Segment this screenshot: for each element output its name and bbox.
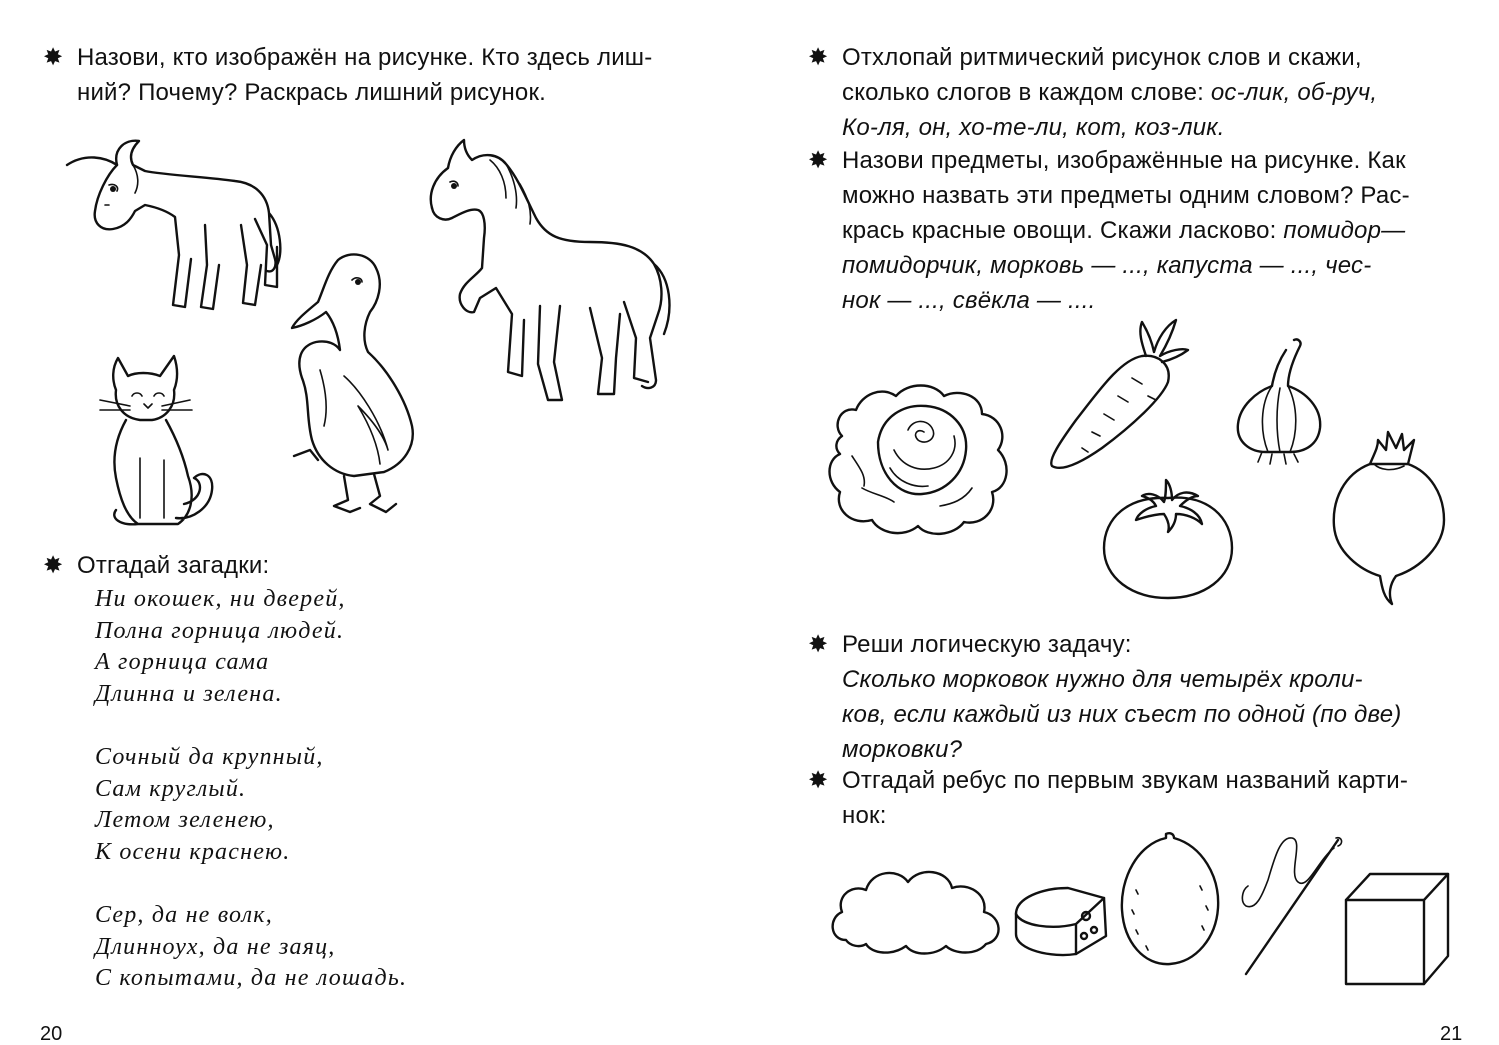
- riddle-line: Летом зеленею,: [95, 807, 275, 833]
- riddle-stanza: [95, 900, 407, 995]
- task-text: сколько слогов в каждом слове:: [842, 79, 1211, 106]
- task-logic-problem: [808, 627, 1402, 767]
- cheese-icon: [1012, 878, 1112, 963]
- riddle-line: Сам круглый.: [95, 775, 247, 802]
- bullet-star-icon: ✸: [43, 44, 64, 71]
- task-line: Реши логическую задачу:: [842, 631, 1132, 658]
- riddle-line: Полна горница людей.: [95, 617, 345, 644]
- task-find-odd-one: [43, 40, 653, 110]
- task-rebus: [808, 763, 1409, 833]
- task-line: Отгадай ребус по первым звукам названий карти-: [842, 767, 1409, 794]
- riddle-stanza: [95, 742, 407, 868]
- donkey-icon: [55, 135, 285, 320]
- task-example: помидорчик, морковь — ..., капуста — ..., чес-: [842, 252, 1372, 279]
- task-line: можно назвать эти предметы одним словом? Рас-: [842, 182, 1410, 209]
- riddles-block: [95, 584, 407, 1027]
- task-example: помидор—: [1283, 217, 1406, 244]
- task-question: ков, если каждый из них съест по одной (по две): [842, 701, 1402, 728]
- task-syllables: [808, 40, 1378, 145]
- task-line: нок:: [842, 802, 887, 829]
- riddle-line: Сер, да не волк,: [95, 902, 273, 928]
- left-page: [0, 0, 740, 1045]
- task-example: Ко-ля, он, хо-те-ли, кот, коз-лик.: [842, 114, 1225, 141]
- cube-icon: [1342, 870, 1452, 990]
- riddle-line: К осени краснею.: [95, 838, 291, 865]
- needle-thread-icon: [1238, 830, 1348, 980]
- task-line: ний? Почему? Раскрась лишний рисунок.: [77, 79, 547, 106]
- riddle-stanza: [95, 584, 407, 710]
- bullet-star-icon: ✸: [808, 44, 829, 71]
- task-question: морковки?: [842, 736, 963, 763]
- cat-icon: [80, 348, 220, 538]
- task-line: [842, 213, 1410, 248]
- task-question: Сколько морковок нужно для четырёх кроли-: [842, 666, 1363, 693]
- duck-icon: [280, 250, 425, 520]
- lemon-icon: [1116, 830, 1226, 970]
- task-riddles: [43, 548, 270, 583]
- riddle-line: Сочный да крупный,: [95, 744, 324, 770]
- task-line: Назови предметы, изображённые на рисунке. Как: [842, 147, 1406, 174]
- task-example: нок — ..., свёкла — ....: [842, 287, 1096, 314]
- task-line: Отгадай загадки:: [77, 552, 270, 579]
- riddle-line: С копытами, да не лошадь.: [95, 965, 408, 991]
- bullet-star-icon: ✸: [808, 147, 829, 174]
- page-number: 21: [1440, 1023, 1463, 1045]
- page-number: 20: [40, 1023, 63, 1045]
- riddle-line: Ни окошек, ни дверей,: [95, 586, 346, 612]
- carrot-icon: [1042, 316, 1192, 476]
- beet-icon: [1330, 424, 1450, 609]
- bullet-star-icon: ✸: [43, 552, 64, 579]
- tomato-icon: [1098, 478, 1238, 603]
- task-line: Назови, кто изображён на рисунке. Кто здесь лиш-: [77, 44, 653, 71]
- right-page: [760, 0, 1499, 1045]
- horse-icon: [420, 138, 680, 408]
- task-vegetables: [808, 143, 1410, 318]
- garlic-icon: [1232, 336, 1327, 466]
- task-line: [842, 75, 1377, 110]
- riddle-line: Длинна и зелена.: [95, 680, 283, 707]
- riddle-line: Длинноух, да не заяц,: [95, 933, 336, 960]
- task-line: Отхлопай ритмический рисунок слов и скажи,: [842, 44, 1362, 71]
- task-text: крась красные овощи. Скажи ласково:: [842, 217, 1284, 244]
- task-example: ос-лик, об-руч,: [1210, 79, 1378, 106]
- cabbage-icon: [822, 376, 1017, 541]
- bullet-star-icon: ✸: [808, 631, 829, 658]
- bullet-star-icon: ✸: [808, 767, 829, 794]
- riddle-line: А горница сама: [95, 649, 270, 675]
- cloud-icon: [826, 860, 1006, 960]
